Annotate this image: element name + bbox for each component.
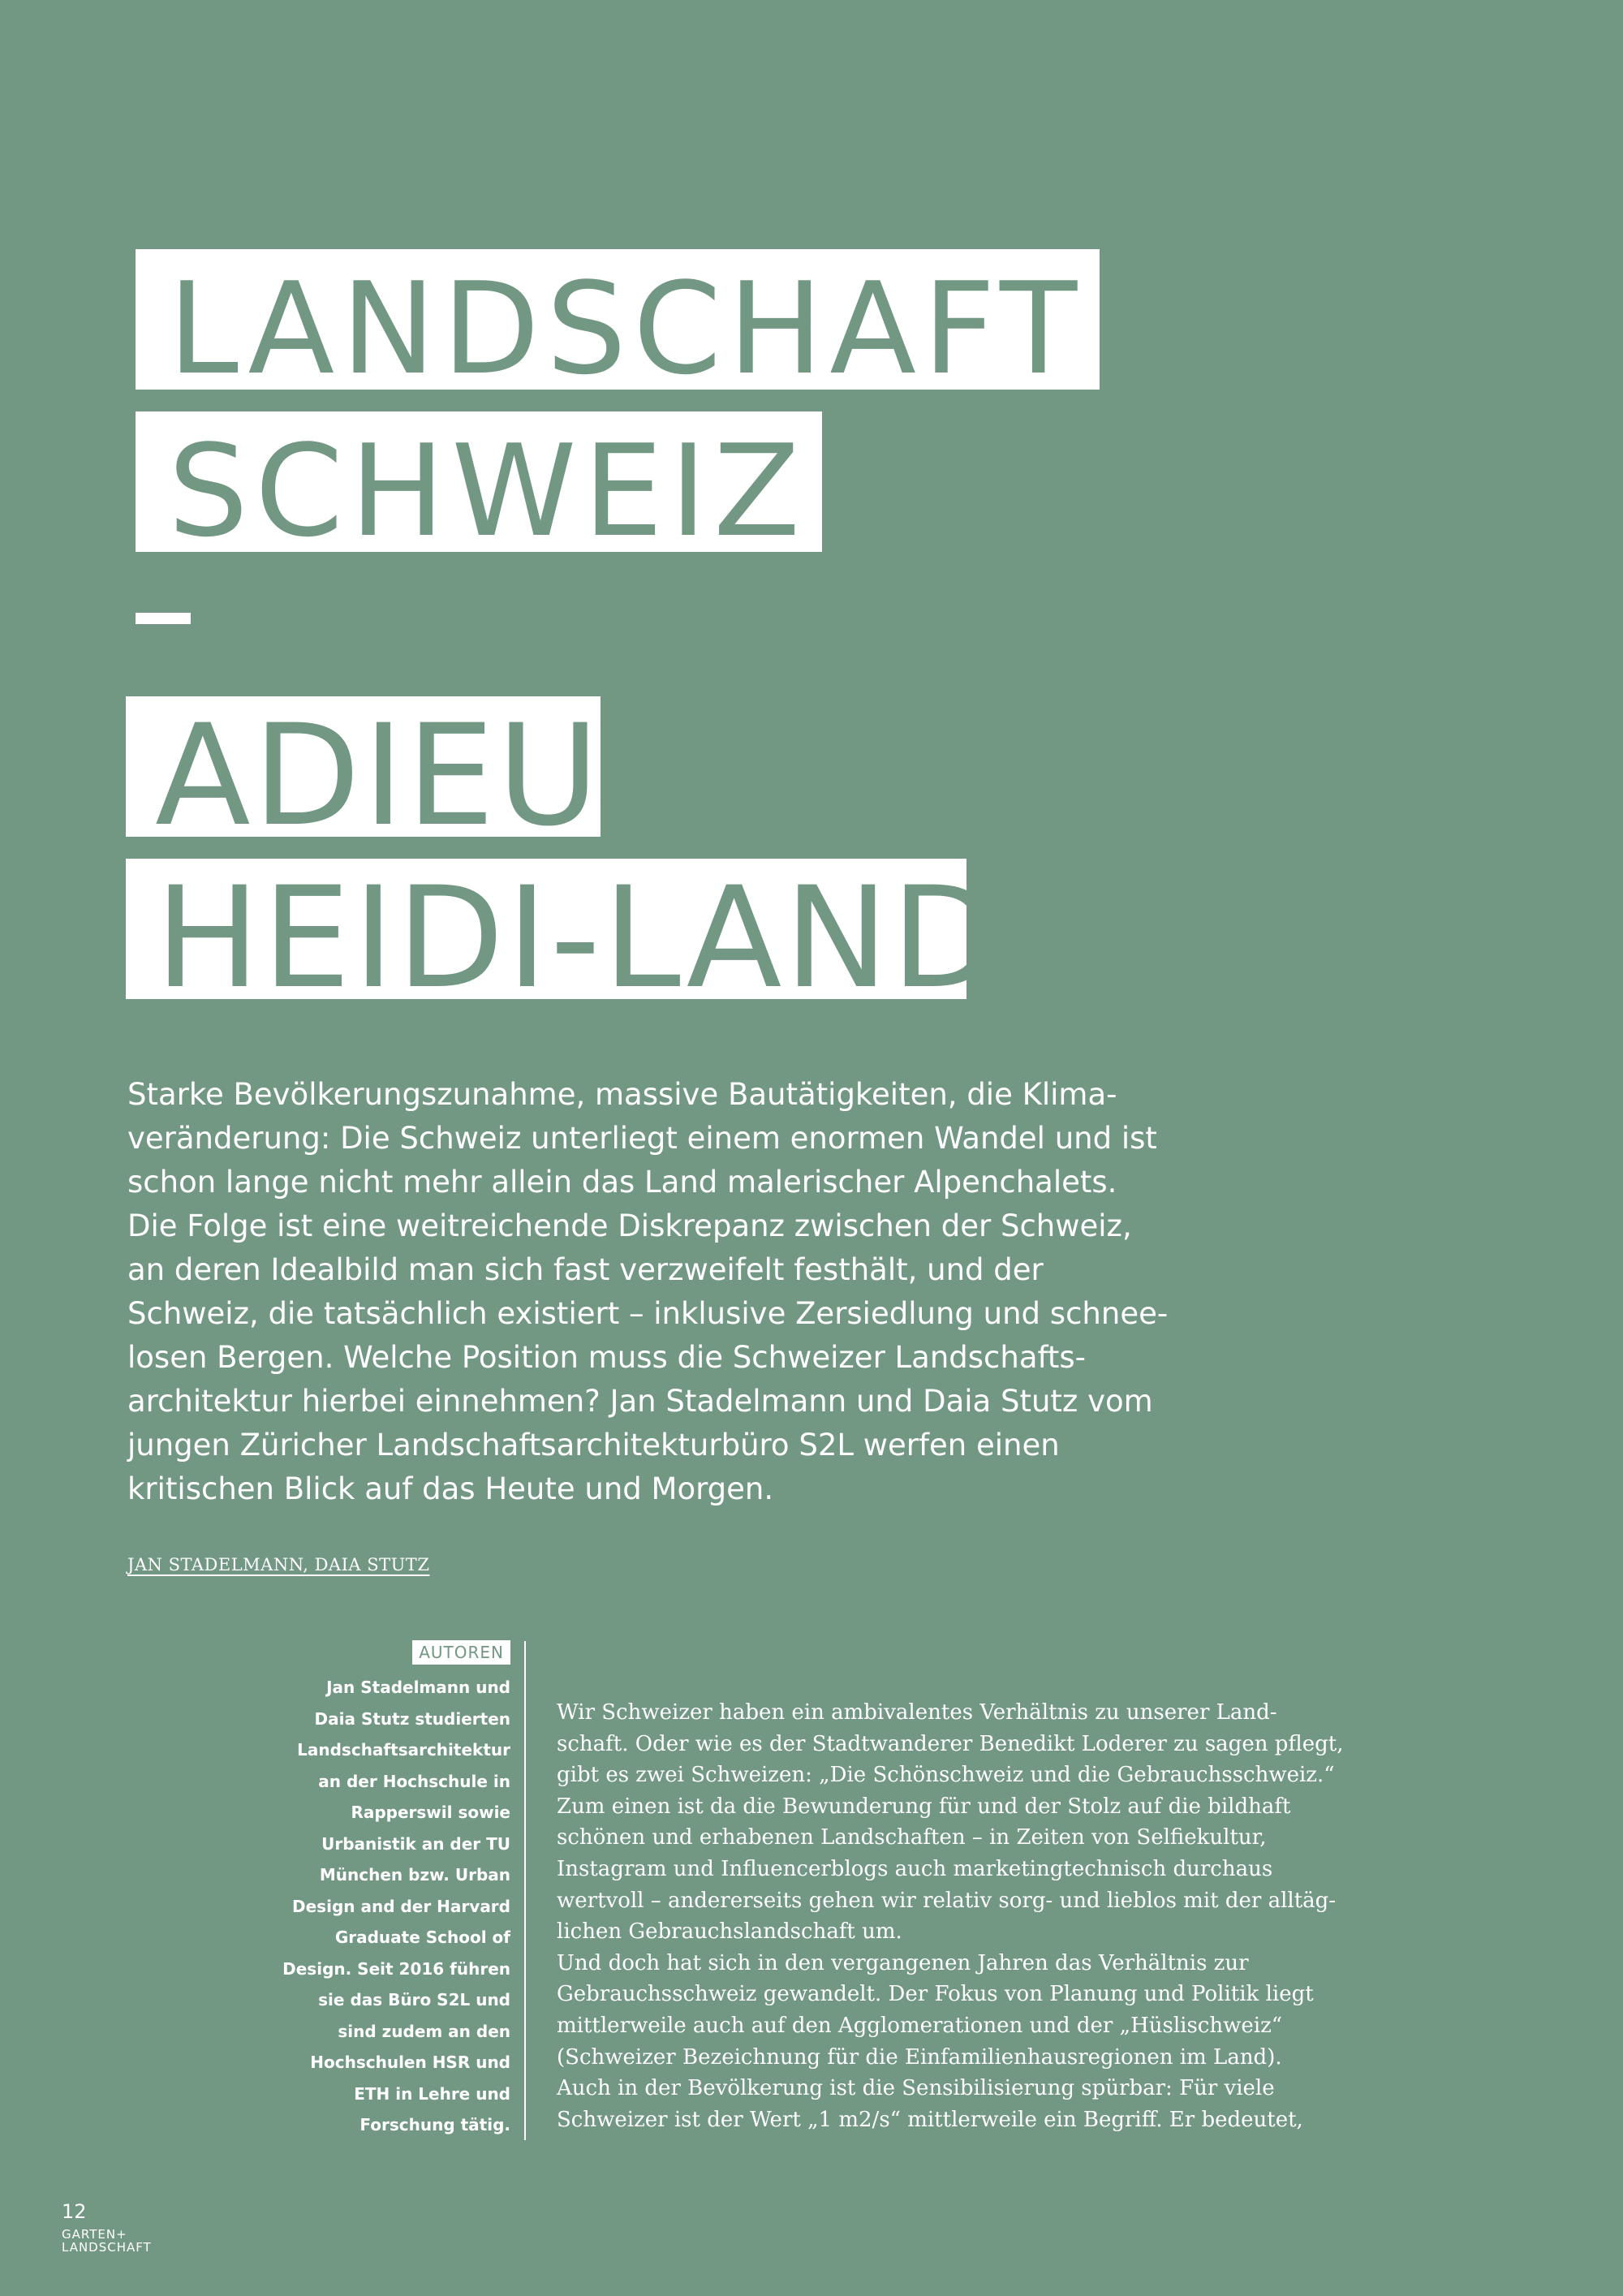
lead-line: an deren Idealbild man sich fast verzweifelt festhält, und der <box>127 1252 1044 1287</box>
authors-bio-line: Jan Stadelmann und <box>326 1678 510 1697</box>
lead-line: schon lange nicht mehr allein das Land malerischer Alpenchalets. <box>127 1165 1117 1200</box>
lead-line: architektur hierbei einnehmen? Jan Stadelmann und Daia Stutz vom <box>127 1384 1153 1419</box>
lead-line: Starke Bevölkerungszunahme, massive Bautätigkeiten, die Klima- <box>127 1077 1117 1112</box>
body-line: schönen und erhabenen Landschaften – in Zeiten von Selfiekultur, <box>557 1825 1267 1850</box>
body-line: gibt es zwei Schweizen: „Die Schönschweiz und die Gebrauchsschweiz.“ <box>557 1763 1335 1788</box>
authors-bio-line: Graduate School of <box>334 1928 510 1947</box>
body-line: (Schweizer Bezeichnung für die Einfamilienhausregionen im Land). <box>557 2044 1282 2070</box>
authors-bio-line: Forschung tätig. <box>359 2115 510 2134</box>
headline-line-4: HEIDI-LAND <box>126 859 966 999</box>
lead-line: losen Bergen. Welche Position muss die Schweizer Landschafts- <box>127 1340 1087 1375</box>
authors-bio-line: Design. Seit 2016 führen <box>282 1958 510 1979</box>
lead-line: Schweiz, die tatsächlich existiert – inklusive Zersiedlung und schnee- <box>127 1296 1169 1331</box>
authors-label: AUTOREN <box>412 1640 510 1665</box>
magazine-name-line: GARTEN+ <box>62 2227 127 2242</box>
body-line: schaft. Oder wie es der Stadtwanderer Benedikt Loderer zu sagen pflegt, <box>557 1731 1344 1756</box>
authors-bio <box>267 1672 510 2141</box>
body-line: Instagram und Influencerblogs auch marketingtechnisch durchaus <box>557 1856 1273 1881</box>
body-line: Und doch hat sich in den vergangenen Jahren das Verhältnis zur <box>557 1950 1249 1975</box>
authors-bio-line: Design and der Harvard <box>292 1896 510 1916</box>
magazine-name <box>62 2228 152 2254</box>
lead-line: Die Folge ist eine weitreichende Diskrepanz zwischen der Schweiz, <box>127 1208 1132 1243</box>
body-line: Auch in der Bevölkerung ist die Sensibilisierung spürbar: Für viele <box>557 2076 1275 2101</box>
body-line: Gebrauchsschweiz gewandelt. Der Fokus von Planung und Politik liegt <box>557 1982 1314 2007</box>
body-text <box>557 1697 1344 2135</box>
authors-bio-line: Urbanistik an der TU <box>321 1833 510 1854</box>
authors-bio-line: sie das Büro S2L und <box>318 1990 510 2010</box>
authors-bio-line: sind zudem an den <box>338 2021 510 2041</box>
headline-line-1: LANDSCHAFT <box>136 249 1100 390</box>
headline-line-2: SCHWEIZ <box>136 411 822 552</box>
body-line: lichen Gebrauchslandschaft um. <box>557 1919 902 1945</box>
body-line: Schweizer ist der Wert „1 m2/s“ mittlerweile ein Begriff. Er bedeutet, <box>557 2107 1303 2132</box>
body-line: Zum einen ist da die Bewunderung für und der Stolz auf die bildhaft <box>557 1794 1291 1819</box>
body-line: mittlerweile auch auf den Agglomerationen und der „Hüslischweiz“ <box>557 2013 1283 2038</box>
authors-bio-line: Hochschulen HSR und <box>310 2053 510 2072</box>
authors-bio-line: Rapperswil sowie <box>351 1803 510 1822</box>
lead-line: veränderung: Die Schweiz unterliegt einem enormen Wandel und ist <box>127 1121 1157 1156</box>
authors-bio-line: Landschaftsarchitektur <box>297 1740 510 1760</box>
author-byline: JAN STADELMANN, DAIA STUTZ <box>127 1555 430 1574</box>
body-line: wertvoll – andererseits gehen wir relativ sorg- und lieblos mit der alltäg- <box>557 1888 1337 1913</box>
authors-bio-line: Daia Stutz studierten <box>314 1708 510 1729</box>
authors-bio-line: ETH in Lehre und <box>354 2083 510 2104</box>
authors-bio-line: München bzw. Urban <box>319 1865 510 1885</box>
magazine-name-line: LANDSCHAFT <box>62 2240 152 2255</box>
lead-paragraph <box>127 1073 1174 1511</box>
body-line: Wir Schweizer haben ein ambivalentes Verhältnis zu unserer Land- <box>557 1700 1277 1725</box>
lead-line: kritischen Blick auf das Heute und Morgen. <box>127 1471 774 1506</box>
headline-dash <box>136 613 191 624</box>
headline-line-3: ADIEU <box>126 696 601 837</box>
authors-bio-line: an der Hochschule in <box>318 1771 510 1791</box>
lead-line: jungen Züricher Landschaftsarchitekturbüro S2L werfen einen <box>127 1428 1060 1462</box>
column-divider <box>524 1641 526 2140</box>
page-number: 12 <box>62 2200 87 2223</box>
